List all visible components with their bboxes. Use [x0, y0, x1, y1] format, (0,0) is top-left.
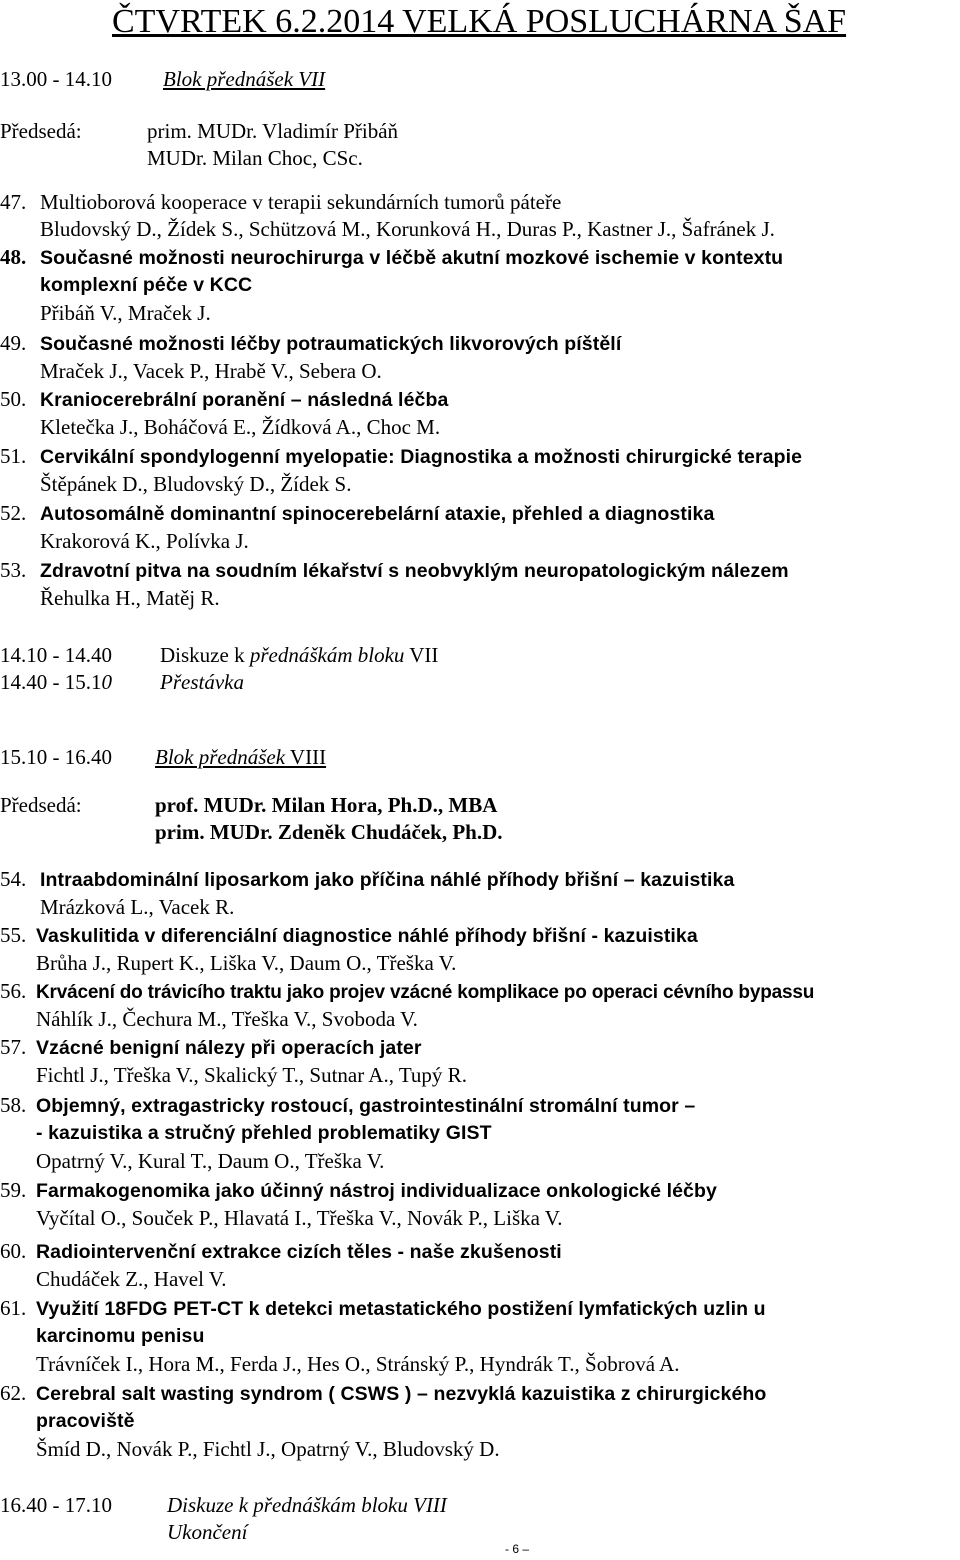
talk-authors: Náhlík J., Čechura M., Třeška V., Svoboda V. — [36, 1007, 418, 1031]
talk-title-cont: pracoviště — [36, 1410, 135, 1432]
talk-authors: Brůha J., Rupert K., Liška V., Daum O., Třeška V. — [36, 951, 457, 975]
break-time — [0, 669, 112, 695]
talk-authors: Šmíd D., Novák P., Fichtl J., Opatrný V., Bludovský D. — [36, 1437, 500, 1461]
page-title: ČTVRTEK 6.2.2014 VELKÁ POSLUCHÁRNA ŠAF — [112, 3, 847, 40]
talk-50-title-line — [0, 386, 448, 413]
talk-title: Cerebral salt wasting syndrom ( CSWS ) – nezvyklá kazuistika z chirurgického — [36, 1383, 767, 1405]
block7-chair-label: Předsedá: — [0, 119, 82, 143]
block8-title-plain: VIII — [285, 745, 327, 769]
talk-title-cont: karcinomu penisu — [36, 1325, 205, 1347]
talk-62-title-line — [0, 1380, 766, 1407]
talk-number: 62. — [0, 1381, 27, 1405]
block7-time: 13.00 - 14.10 — [0, 67, 112, 91]
talk-number: 54. — [0, 867, 27, 891]
talk-49-title-line — [0, 330, 621, 357]
talk-61-title-line — [0, 1295, 766, 1322]
discussion7-text-end: VII — [404, 643, 439, 667]
talk-59-title-line — [0, 1177, 717, 1204]
talk-title: Krvácení do trávicího traktu jako projev vzácné komplikace po operaci cévního bypassu — [36, 982, 815, 1003]
talk-title: Zdravotní pitva na soudním lékařství s neobvyklým neuropatologickým nálezem — [40, 560, 789, 582]
discussion7-time: 14.10 - 14.40 — [0, 643, 112, 667]
block7-chair-2: MUDr. Milan Choc, CSc. — [147, 146, 363, 170]
talk-number: 58. — [0, 1093, 27, 1117]
talk-authors: Řehulka H., Matěj R. — [40, 586, 220, 610]
talk-number: 59. — [0, 1178, 27, 1202]
block8-time: 15.10 - 16.40 — [0, 745, 112, 769]
talk-title: Vzácné benigní nálezy při operacích jater — [36, 1037, 422, 1059]
talk-authors: Chudáček Z., Havel V. — [36, 1267, 227, 1291]
talk-58-title-line — [0, 1092, 695, 1119]
talk-authors: Bludovský D., Žídek S., Schützová M., Korunková H., Duras P., Kastner J., Šafránek J. — [40, 217, 775, 241]
talk-47-title-line — [0, 189, 561, 215]
talk-number: 50. — [0, 387, 27, 411]
talk-number: 57. — [0, 1035, 27, 1059]
talk-title-cont: - kazuistika a stručný přehled problematiky GIST — [36, 1122, 492, 1144]
talk-number: 52. — [0, 501, 27, 525]
talk-authors: Opatrný V., Kural T., Daum O., Třeška V. — [36, 1149, 385, 1173]
closing-text: Ukončení — [167, 1520, 248, 1544]
talk-title: Intraabdominální liposarkom jako příčina náhlé příhody břišní – kazuistika — [40, 869, 735, 891]
talk-title: Využití 18FDG PET-CT k detekci metastatického postižení lymfatických uzlin u — [36, 1298, 766, 1320]
break-time-plain: 14.40 - 15.1 — [0, 670, 102, 694]
talk-authors: Mrázková L., Vacek R. — [40, 895, 235, 919]
talk-authors: Přibáň V., Mraček J. — [40, 301, 211, 325]
discussion7-text-plain: Diskuze k — [160, 643, 250, 667]
talk-title: Radiointervenční extrakce cizích těles - naše zkušenosti — [36, 1241, 562, 1263]
talk-title: Vaskulitida v diferenciální diagnostice náhlé příhody břišní - kazuistika — [36, 925, 698, 947]
talk-number: 61. — [0, 1296, 27, 1320]
talk-title: Autosomálně dominantní spinocerebelární ataxie, přehled a diagnostika — [40, 503, 715, 525]
talk-number: 47. — [0, 190, 27, 214]
talk-55-title-line — [0, 922, 698, 949]
talk-number: 56. — [0, 979, 27, 1003]
talk-number: 60. — [0, 1239, 27, 1263]
talk-title: Multioborová kooperace v terapii sekundárních tumorů páteře — [40, 190, 562, 214]
talk-52-title-line — [0, 500, 714, 527]
block7-chair-1: prim. MUDr. Vladimír Přibáň — [147, 119, 399, 143]
talk-60-title-line — [0, 1238, 562, 1265]
block8-chair-2: prim. MUDr. Zdeněk Chudáček, Ph.D. — [155, 820, 503, 844]
talk-51-title-line — [0, 443, 802, 470]
talk-authors: Štěpánek D., Bludovský D., Žídek S. — [40, 472, 352, 496]
discussion8-time: 16.40 - 17.10 — [0, 1493, 112, 1517]
block8-title — [155, 744, 326, 770]
talk-number: 55. — [0, 923, 27, 947]
discussion8-text: Diskuze k přednáškám bloku VIII — [167, 1493, 447, 1517]
talk-53-title-line — [0, 557, 789, 584]
talk-authors: Trávníček I., Hora M., Ferda J., Hes O., Stránský P., Hyndrák T., Šobrová A. — [36, 1352, 680, 1376]
talk-number: 48. — [0, 245, 27, 269]
talk-title: Současné možnosti neurochirurga v léčbě akutní mozkové ischemie v kontextu — [40, 247, 784, 269]
talk-56-title-line — [0, 978, 814, 1006]
talk-title: Současné možnosti léčby potraumatických likvorových píštělí — [40, 333, 622, 355]
talk-authors: Mraček J., Vacek P., Hrabě V., Sebera O. — [40, 359, 382, 383]
page-number: - 6 – — [505, 1542, 530, 1556]
talk-authors: Kletečka J., Boháčová E., Žídková A., Choc M. — [40, 415, 441, 439]
talk-number: 51. — [0, 444, 27, 468]
talk-number: 49. — [0, 331, 27, 355]
talk-authors: Vyčítal O., Souček P., Hlavatá I., Třeška V., Novák P., Liška V. — [36, 1206, 563, 1230]
talk-54-title-line — [0, 866, 734, 893]
talk-title: Farmakogenomika jako účinný nástroj individualizace onkologické léčby — [36, 1180, 717, 1202]
break-text: Přestávka — [160, 670, 244, 694]
block7-title: Blok přednášek VII — [163, 67, 326, 91]
block8-title-italic: Blok přednášek — [155, 745, 286, 769]
talk-title: Cervikální spondylogenní myelopatie: Diagnostika a možnosti chirurgické terapie — [40, 446, 803, 468]
talk-number: 53. — [0, 558, 27, 582]
talk-authors: Krakorová K., Polívka J. — [40, 529, 249, 553]
block8-chair-1: prof. MUDr. Milan Hora, Ph.D., MBA — [155, 793, 498, 817]
block8-chair-label: Předsedá: — [0, 793, 82, 817]
discussion7-text — [160, 642, 438, 668]
talk-authors: Fichtl J., Třeška V., Skalický T., Sutnar A., Tupý R. — [36, 1063, 467, 1087]
break-time-italic: 0 — [101, 670, 112, 694]
discussion7-text-italic: přednáškám bloku — [249, 643, 405, 667]
talk-57-title-line — [0, 1034, 422, 1061]
talk-48-title-line — [0, 244, 783, 271]
talk-title: Objemný, extragastricky rostoucí, gastrointestinální stromální tumor – — [36, 1095, 696, 1117]
talk-title-cont: komplexní péče v KCC — [40, 274, 253, 296]
talk-title: Kraniocerebrální poranění – následná léčba — [40, 389, 449, 411]
